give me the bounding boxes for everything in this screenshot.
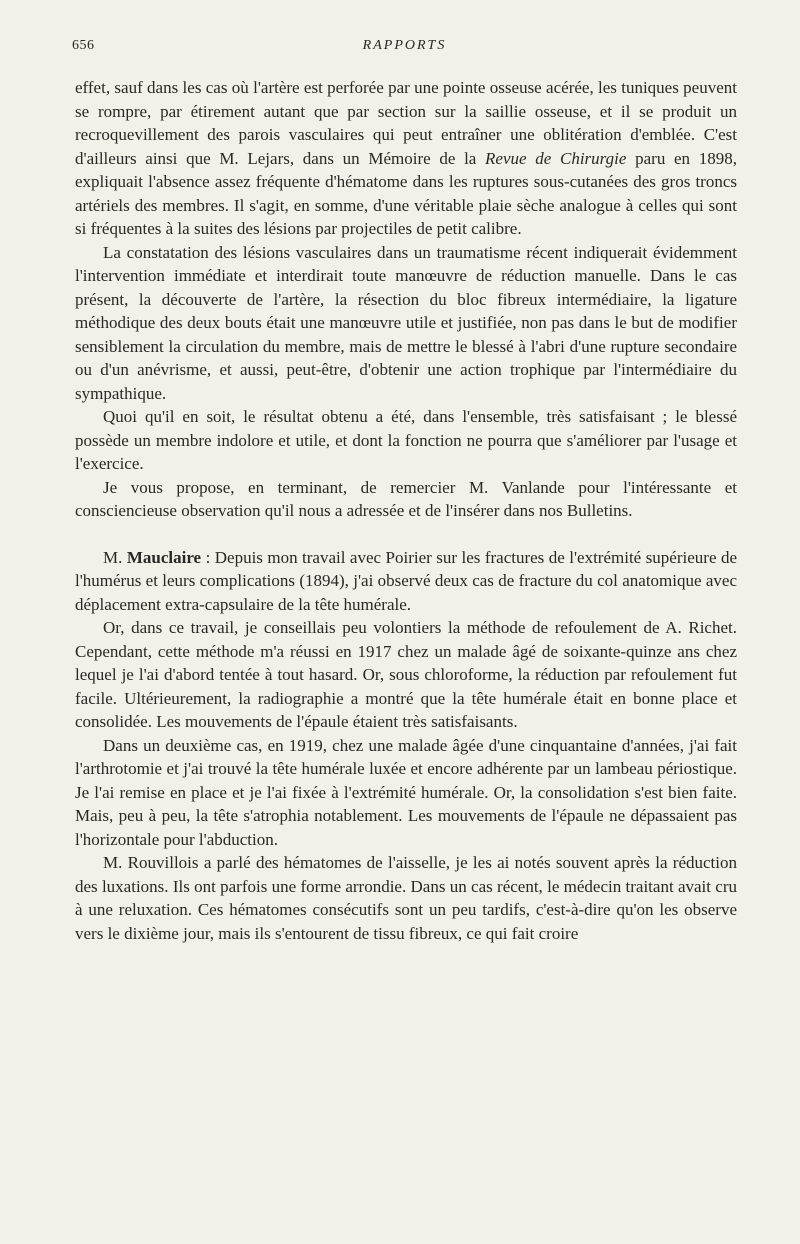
running-title: RAPPORTS	[362, 38, 447, 53]
paragraph-6: Or, dans ce travail, je conseillais peu volontiers la méthode de refoulement de A. Richet. Cependant, cette méthode m'a réussi en 1917 chez un malade âgé de soixante-quinze ans chez lequel je l'ai d'abord tentée à tout hasard. Or, sous chloroforme, la réduction par refoulement fut facile. Ultérieurement, la radiographie a montré que la tête humérale était en bonne place et consolidée. Les mouvements de l'épaule étaient très satisfaisants.	[75, 618, 737, 731]
paragraph-1-part-a: effet, sauf dans les cas où l'artère est perforée par une pointe osseuse acérée, les tuniques peuvent se rompre, par étirement autant que par section sur la saillie osseuse, et il se produit un recroquevillement des parois vasculaires qui peut entraîner une oblitération d'emblée. C'est d'ailleurs ainsi que M. Lejars, dans un Mémoire de la	[75, 78, 737, 168]
page-header	[72, 38, 737, 58]
paragraph-3: Quoi qu'il en soit, le résultat obtenu a été, dans l'ensemble, très satisfaisant ; le blessé possède un membre indolore et utile, et dont la fonction ne pourra que s'améliorer par l'usage et l'exercice.	[75, 407, 737, 473]
paragraph-1	[75, 76, 737, 241]
speaker-prefix: M.	[103, 547, 127, 567]
journal-title: Revue de Chirurgie	[485, 148, 627, 168]
section-gap	[75, 523, 737, 546]
paragraph-4: Je vous propose, en terminant, de remercier M. Vanlande pour l'intéressante et consciencieuse observation qu'il nous a adressée et de l'insérer dans nos Bulletins.	[75, 477, 737, 520]
body-text	[75, 76, 737, 945]
speaker-name: Mauclaire	[126, 547, 202, 567]
paragraph-8: M. Rouvillois a parlé des hématomes de l'aisselle, je les ai notés souvent après la réduction des luxations. Ils ont parfois une forme arrondie. Dans un cas récent, le médecin traitant avait cru à une reluxation. Ces hématomes consécutifs sont un peu tardifs, c'est-à-dire qu'on les observe vers le dixième jour, mais ils s'entourent de tissu fibreux, ce qui fait croire	[75, 853, 737, 943]
paragraph-5-text: : Depuis mon travail avec Poirier sur les fractures de l'extrémité supérieure de l'humérus et leurs complications (1894), j'ai observé deux cas de fracture du col anatomique avec déplacement extra-capsulaire de la tête humérale.	[75, 547, 737, 614]
paragraph-7: Dans un deuxième cas, en 1919, chez une malade âgée d'une cinquantaine d'années, j'ai fait l'arthrotomie et j'ai trouvé la tête humérale luxée et encore adhérente par un lambeau périostique. Je l'ai remise en place et je l'ai fixée à l'extrémité humérale. Or, la consolidation s'est bien faite. Mais, peu à peu, la tête s'atrophia notablement. Les mouvements de l'épaule ne dépassaient pas l'horizontale pour l'abduction.	[75, 735, 737, 849]
paragraph-1-part-b: paru en 1898, expliquait l'absence assez fréquente d'hématome dans les ruptures sous-cutanées des gros troncs artériels des membres. Il s'agit, en somme, d'une véritable plaie sèche analogue à celles qui sont si fréquentes à la suites des lésions par projectiles de petit calibre.	[75, 148, 737, 238]
paragraph-2: La constatation des lésions vasculaires dans un traumatisme récent indiquerait évidemment l'intervention immédiate et interdirait toute manœuvre de réduction manuelle. Dans le cas présent, la découverte de l'artère, la résection du bloc fibreux intermédiaire, la ligature méthodique des deux bouts était une manœuvre utile et justifiée, non pas dans le but de modifier sensiblement la circulation du membre, mais de mettre le blessé à l'abri d'une rupture secondaire ou d'un anévrisme, et aussi, peut-être, d'obtenir une action trophique par l'intermédiaire du sympathique.	[75, 242, 737, 403]
paragraph-5	[75, 546, 737, 617]
page-number: 656	[72, 38, 95, 53]
